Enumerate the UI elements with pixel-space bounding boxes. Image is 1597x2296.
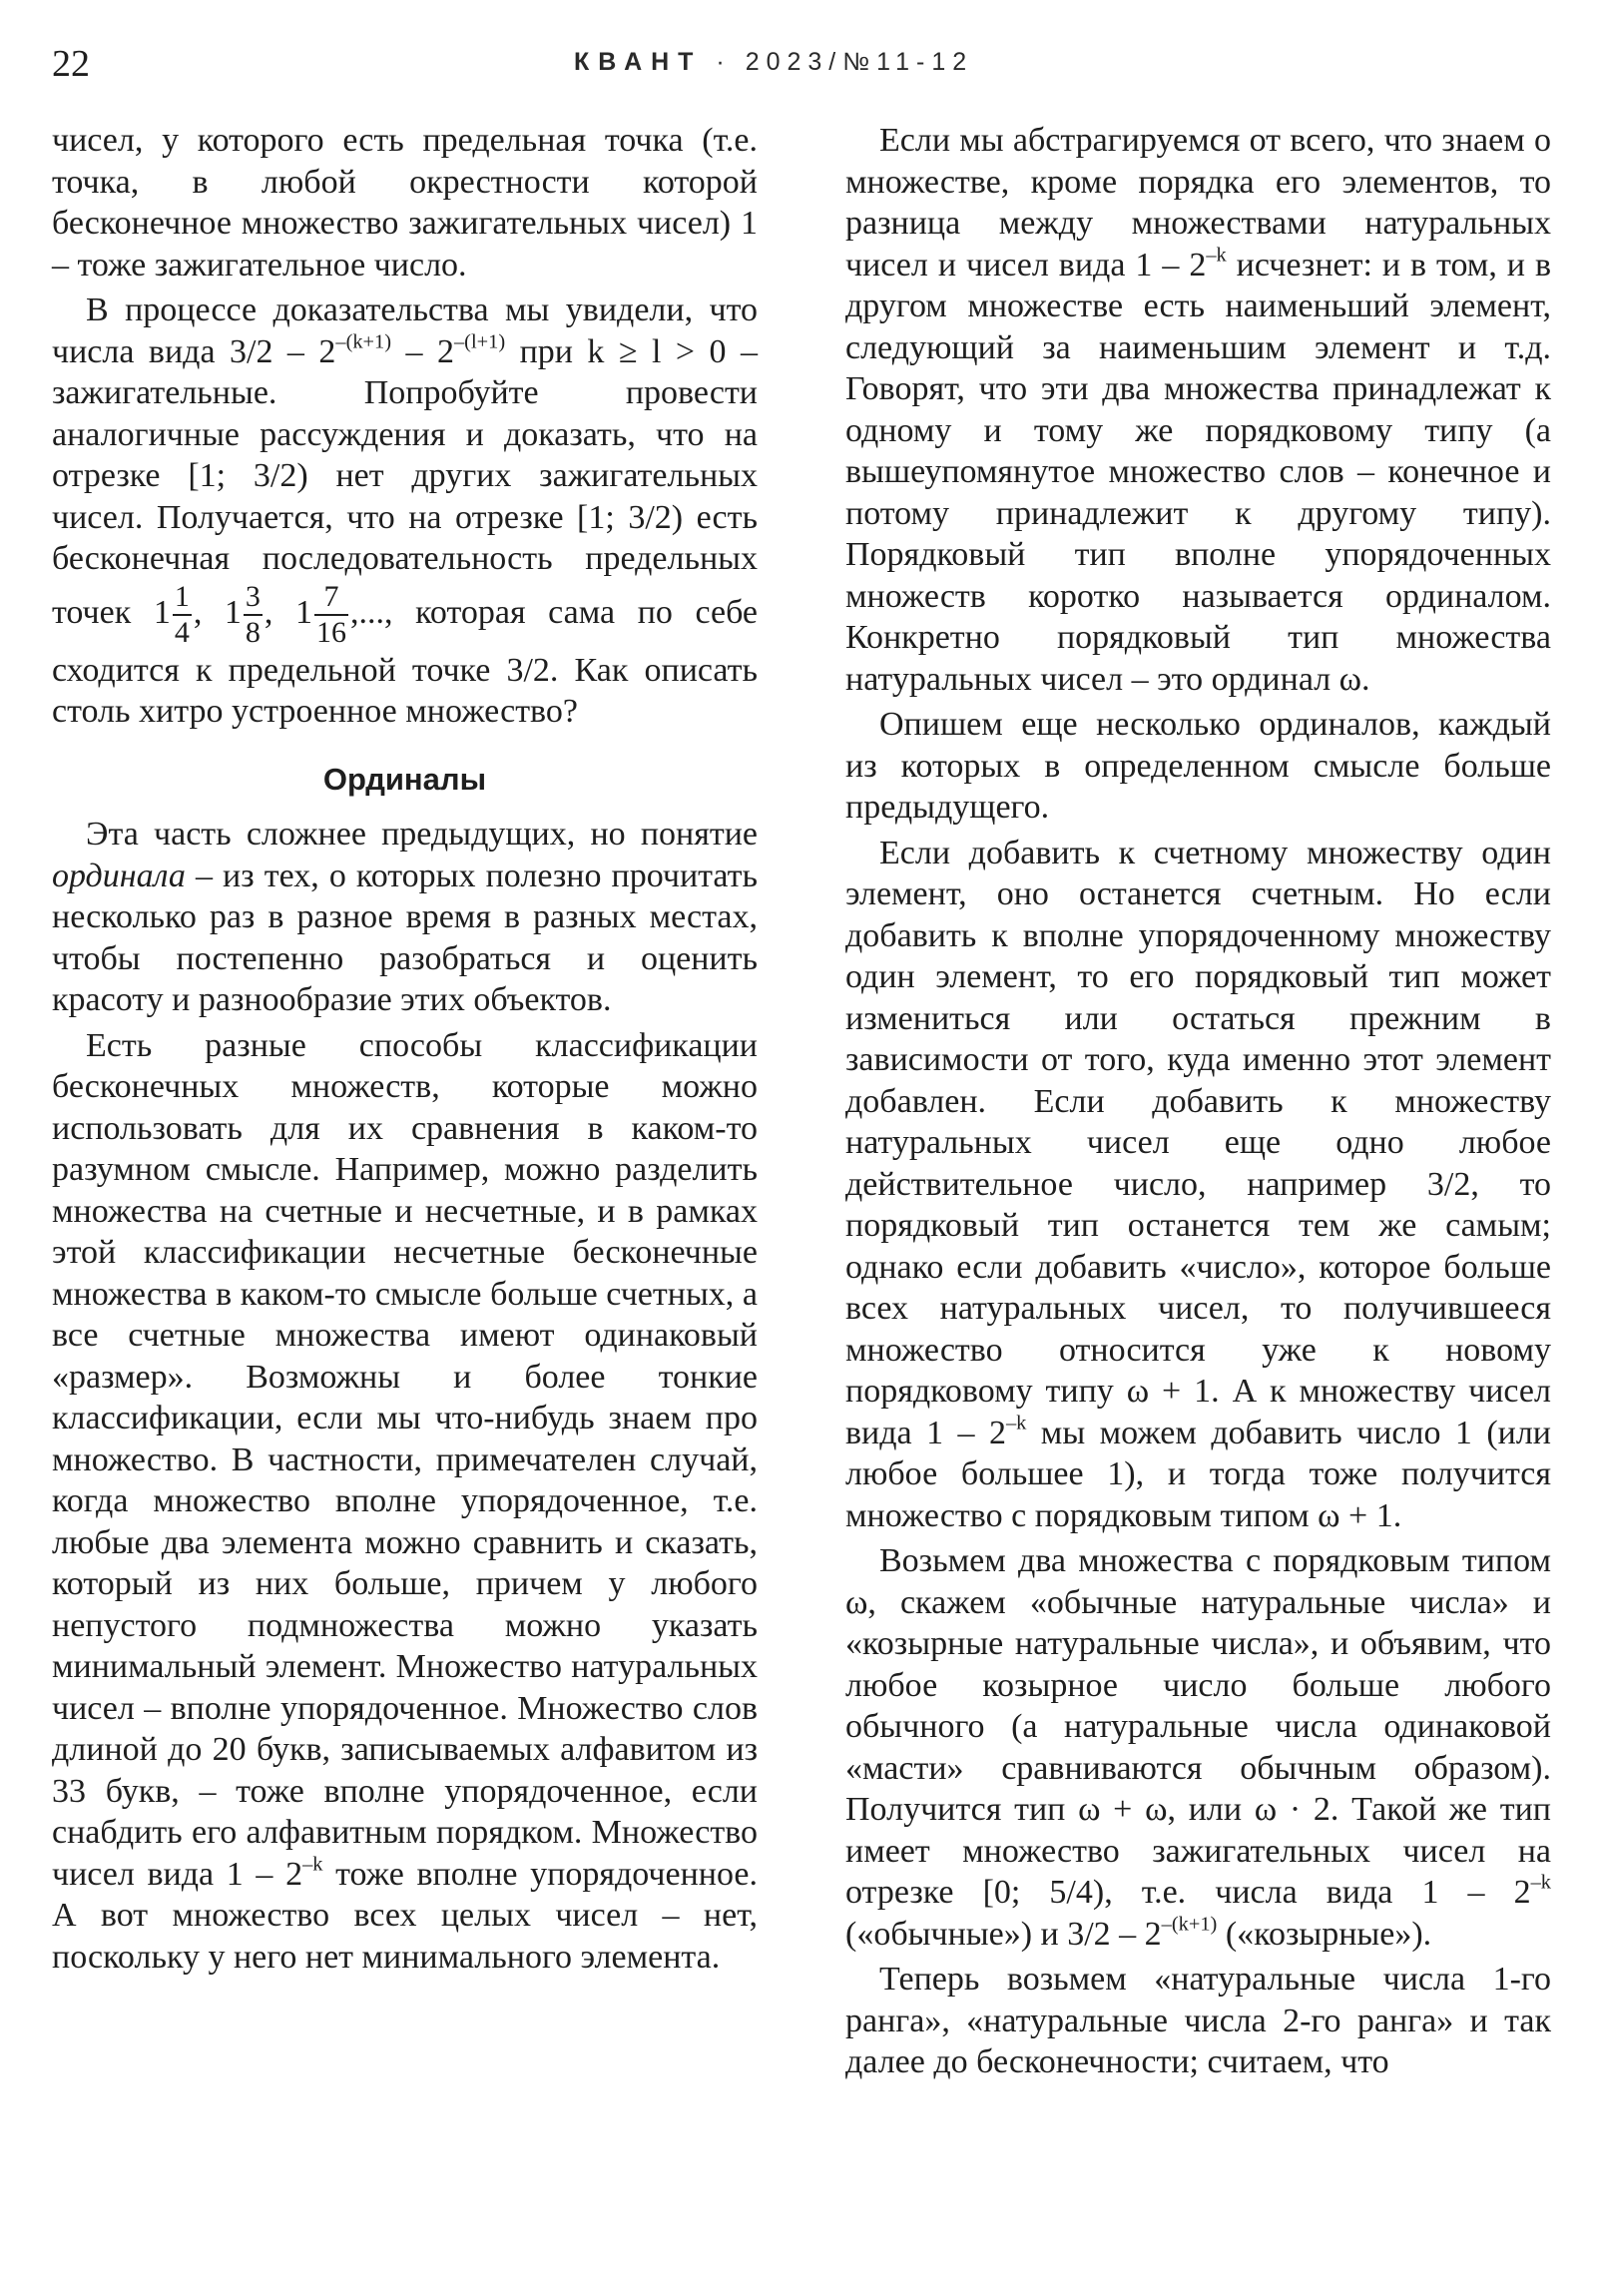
right-column [845,120,1551,2087]
page-header [0,42,1597,102]
paragraph: Возьмем два множества с порядковым типом ω, скажем «обычные натуральные числа» и «козырные натуральные числа», и объявим, что любое козырное число больше любого обычного (а натуральные числа одинаковой «масти» сравниваются обычным образом). Получится тип ω + ω, или ω · 2. Такой же тип имеет множество зажигательных чисел на отрезке [0; 5/4), т.е. числа вида $1 - 2^{-k}$ («обычные») и $3/2 - 2^{-(k+1)}$ («козырные»). [845,1542,1551,1953]
journal-name: КВАНТ [574,48,703,76]
running-head [574,48,973,77]
paragraph: Есть разные способы классификации бесконечных множеств, которые можно использовать для их сравнения в каком-то разумном смысле. Например, можно разделить множества на счетные и несчетные, и в рамках этой классификации несчетные бесконечные множества в каком-то смысле больше счетных, а все счетные множества имеют одинаковый «размер». Возможны и более тонкие классификации, если мы что-нибудь знаем про множество. В частности, примечателен случай, когда множество вполне упорядоченное, т.е. любые два элемента можно сравнить и сказать, который из них больше, причем у любого непустого подмножества можно указать минимальный элемент. Множество натуральных чисел – вполне упорядоченное. Множество слов длиной до 20 букв, записываемых алфавитом из 33 букв, – тоже вполне упорядоченное, если снабдить его алфавитным порядком. Множество чисел вида $1 - 2^{-k}$ тоже вполне упорядоченное. А вот множество всех целых чисел – нет, поскольку у него нет минимального элемента. [52,1026,758,1976]
paragraph: В процессе доказательства мы увидели, что числа вида $3/2 - 2^{-(k+1)} - 2^{-(l+1)}$ при k ≥ l > 0 – зажигательные. Попробуйте провести аналогичные рассуждения и доказать, что на отрезке [1; 3/2) нет других зажигательных чисел. Получается, что на отрезке [1; 3/2) есть бесконечная последовательность предельных точек 1 $\frac{1}{4}$ , 1 $\frac{3}{8}$ , 1 $\frac{7}{16}$ ,..., которая сама по себе сходится к предельной точке 3/2. Как описать столь хитро устроенное множество? [52,291,759,730]
paragraph: Теперь возьмем «натуральные числа 1-го ранга», «натуральные числа 2-го ранга» и так далее до бесконечности; считаем, что [845,1961,1551,2080]
left-column [52,120,758,1982]
paragraph: Если мы абстрагируемся от всего, что знаем о множестве, кроме порядка его элементов, то разница между множествами натуральных чисел и чисел вида $1 - 2^{-k}$ исчезнет: и в том, и в другом множестве есть наименьший элемент, следующий за наименьшим элемент и т.д. Говорят, что эти два множества принадлежат к одному и тому же порядковому типу (а вышеупомянутое множество слов – конечное и потому принадлежит к другому типу). Порядковый тип вполне упорядоченных множеств коротко называется ординалом. Конкретно порядковый тип множества натуральных чисел – это ординал ω. [845,122,1551,698]
fraction: $\frac{1}{4}$ [174,579,190,649]
fraction: $\frac{7}{16}$ [316,579,347,649]
paragraph: чисел, у которого есть предельная точка (т.е. точка, в любой окрестности которой бесконечное множество зажигательных чисел) 1 – тоже зажигательное число. [52,122,758,284]
header-separator: · [716,48,732,76]
page-number: 22 [52,43,90,85]
paragraph: Эта часть сложнее предыдущих, но понятие ординала – из тех, о которых полезно прочитать несколько раз в разное время в разных местах, чтобы постепенно разобраться и оценить красоту и разнообразие этих объектов. [52,816,758,1018]
paragraph: Опишем еще несколько ординалов, каждый из которых в определенном смысле больше предыдущего. [845,706,1551,826]
section-heading: Ординалы [322,761,487,797]
paragraph: Если добавить к счетному множеству один элемент, оно останется счетным. Но если добавить к вполне упорядоченному множеству один элемент, то его порядковый тип может измениться или остаться прежним в зависимости от того, куда именно этот элемент добавлен. Если добавить к множеству натуральных чисел еще одно любое действительное число, например 3/2, то порядковый тип останется тем же самым; однако если добавить «число», которое больше всех натуральных чисел, то получившееся множество относится уже к новому порядковому типу ω + 1. А к множеству чисел вида $1 - 2^{-k}$ мы можем добавить число 1 (или любое большее 1), и тогда тоже получится множество с порядковым типом ω + 1. [845,834,1552,1534]
issue-number: 2023/№11-12 [745,48,974,76]
fraction: $\frac{3}{8}$ [245,579,261,649]
